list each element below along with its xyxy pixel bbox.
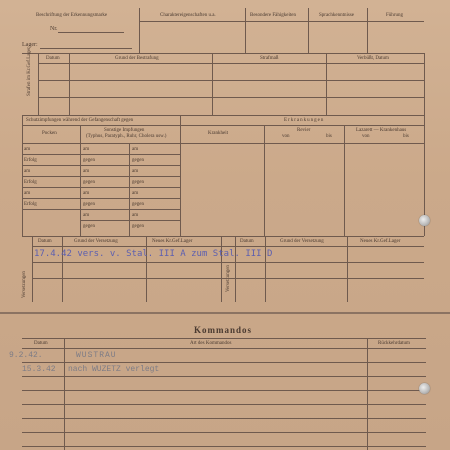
header-vline-1	[139, 8, 140, 53]
header-vline-2	[245, 8, 246, 53]
impf-c3-6: gegen	[132, 202, 144, 207]
header-vline-3	[308, 8, 309, 53]
vers-neues-2: Neues Kr.Gef.Lager	[360, 239, 401, 244]
impf-row-line-7	[80, 220, 180, 221]
impf-header-bottom	[22, 143, 424, 144]
impf-c2-4: gegen	[83, 180, 95, 185]
label-faehigkeiten: Besondere Fähigkeiten	[250, 13, 296, 18]
erk-lazarett: Lazarett — Krankenhaus	[356, 128, 407, 133]
impfungen-header: Schutzimpfungen während der Gefangenschaft gegen	[26, 118, 134, 123]
impf-c2-1: am	[83, 147, 90, 152]
impf-c3-4: gegen	[132, 180, 144, 185]
label-nr: Nr.	[50, 26, 58, 32]
impf-c3-8: gegen	[132, 224, 144, 229]
vers-datum-2: Datum	[240, 239, 254, 244]
komm-row-4	[22, 404, 426, 405]
erk-krankheit: Krankheit	[208, 131, 228, 136]
impf-c3-3: am	[132, 169, 139, 174]
komm-row-5	[22, 418, 426, 419]
impf-pocken: Pocken	[42, 131, 57, 136]
impf-c2-8: gegen	[83, 224, 95, 229]
vers-neues: Neues Kr.Gef.Lager	[152, 239, 193, 244]
strafen-bottom	[22, 115, 424, 116]
impf-line-a	[22, 125, 424, 126]
label-sprachkenntnisse: Sprachkenntnisse	[319, 13, 354, 18]
kommandos-datum: Datum	[34, 341, 48, 346]
vers-row-line-1	[32, 262, 424, 263]
komm-vline-2	[367, 338, 368, 450]
strafen-vline-4	[424, 53, 425, 115]
strafen-strafmass: Strafmaß	[260, 56, 279, 61]
strafen-top	[22, 53, 424, 54]
impf-bottom	[22, 236, 424, 237]
nr-underline	[58, 32, 124, 33]
erk-vline-revier	[264, 125, 265, 236]
impf-row-label-2: Erfolg	[24, 158, 37, 163]
punch-hole-bottom	[419, 383, 430, 394]
vers-grund-2: Grund der Versetzung	[280, 239, 324, 244]
strafen-grund: Grund der Bestrafung	[115, 56, 159, 61]
impf-row-label-6: Erfolg	[24, 202, 37, 207]
impf-row-line-5	[22, 198, 180, 199]
impf-row-line-2	[22, 165, 180, 166]
erk-bis: bis	[326, 134, 332, 139]
impf-c3-7: am	[132, 213, 139, 218]
kommando-entry-date-2: 15.3.42	[22, 365, 56, 374]
komm-row-1	[22, 362, 426, 363]
strafen-row-1	[38, 63, 424, 64]
erk-von: von	[282, 134, 290, 139]
impf-sonstige-sub: (Typhus, Paratyph., Ruhr, Cholera usw.)	[86, 134, 167, 139]
komm-row-3	[22, 390, 426, 391]
header-vline-4	[367, 8, 368, 53]
vers-header-line	[32, 246, 424, 247]
komm-row-7	[22, 446, 426, 447]
versetzungen-side-label-left: Versetzungen	[22, 271, 27, 298]
label-charakter: Charaktereigenschaften u.a.	[160, 13, 216, 18]
kommandos-rueckkehr: Rückkehrdatum	[378, 341, 410, 346]
kommandos-top	[22, 338, 426, 339]
impf-c2-7: am	[83, 213, 90, 218]
komm-row-6	[22, 432, 426, 433]
impf-row-line-3	[22, 176, 180, 177]
strafen-datum: Datum	[46, 56, 60, 61]
strafen-side-label: Strafen im Kr.Gef.Lager	[27, 47, 32, 96]
impf-row-line-6	[22, 209, 180, 210]
card-separator	[0, 312, 450, 314]
impf-c2-2: gegen	[83, 158, 95, 163]
vers-row-line-2	[32, 278, 424, 279]
versetzung-stamp-entry: 17.4.42 vers. v. Stal. III A zum Stal. III D	[34, 249, 273, 259]
komm-vline-1	[64, 338, 65, 450]
erk-vline-laz	[344, 125, 345, 236]
impf-c2-3: am	[83, 169, 90, 174]
kommando-entry-date-1: 9.2.42.	[9, 351, 43, 360]
kommandos-art: Art des Kommandos	[190, 341, 232, 346]
impf-c3-1: am	[132, 147, 139, 152]
impf-c3-5: am	[132, 191, 139, 196]
impf-row-label-3: am	[24, 169, 31, 174]
label-lager: Lager:	[22, 42, 38, 48]
impf-vline-mid	[180, 115, 181, 236]
impf-row-label-4: Erfolg	[24, 180, 37, 185]
impf-c3-2: gegen	[132, 158, 144, 163]
erk-revier: Revier	[297, 128, 311, 133]
impf-row-line-4	[22, 187, 180, 188]
impf-row-line-1	[22, 154, 180, 155]
vers-datum: Datum	[38, 239, 52, 244]
erkrankungen-header: Erkrankungen	[284, 118, 325, 123]
lager-underline	[40, 48, 132, 49]
erk-von2: von	[362, 134, 370, 139]
kommandos-header-line	[22, 348, 426, 349]
label-fuehrung: Führung	[386, 13, 403, 18]
strafen-row-2	[38, 80, 424, 81]
impf-row-label-1: am	[24, 147, 31, 152]
label-beschriftung: Beschriftung der Erkennungsmarke	[36, 13, 108, 18]
erk-bis2: bis	[403, 134, 409, 139]
impf-sonstige: Sonstige Impfungen	[104, 128, 145, 133]
strafen-row-3	[38, 97, 424, 98]
punch-hole-top	[419, 215, 430, 226]
impf-c2-6: gegen	[83, 202, 95, 207]
vers-grund: Grund der Versetzung	[74, 239, 118, 244]
impf-c2-5: am	[83, 191, 90, 196]
header-line-top	[139, 21, 424, 22]
strafen-verbuesst: Verbüßt, Datum	[357, 56, 389, 61]
impf-vline-sonst	[129, 143, 130, 236]
kommando-entry-text-1: WUSTRAU	[76, 351, 117, 360]
komm-row-2	[22, 376, 426, 377]
kommandos-title: Kommandos	[194, 325, 253, 335]
kommando-entry-text-2: nach WUZETZ verlegt	[68, 365, 160, 374]
impf-row-label-5: am	[24, 191, 31, 196]
